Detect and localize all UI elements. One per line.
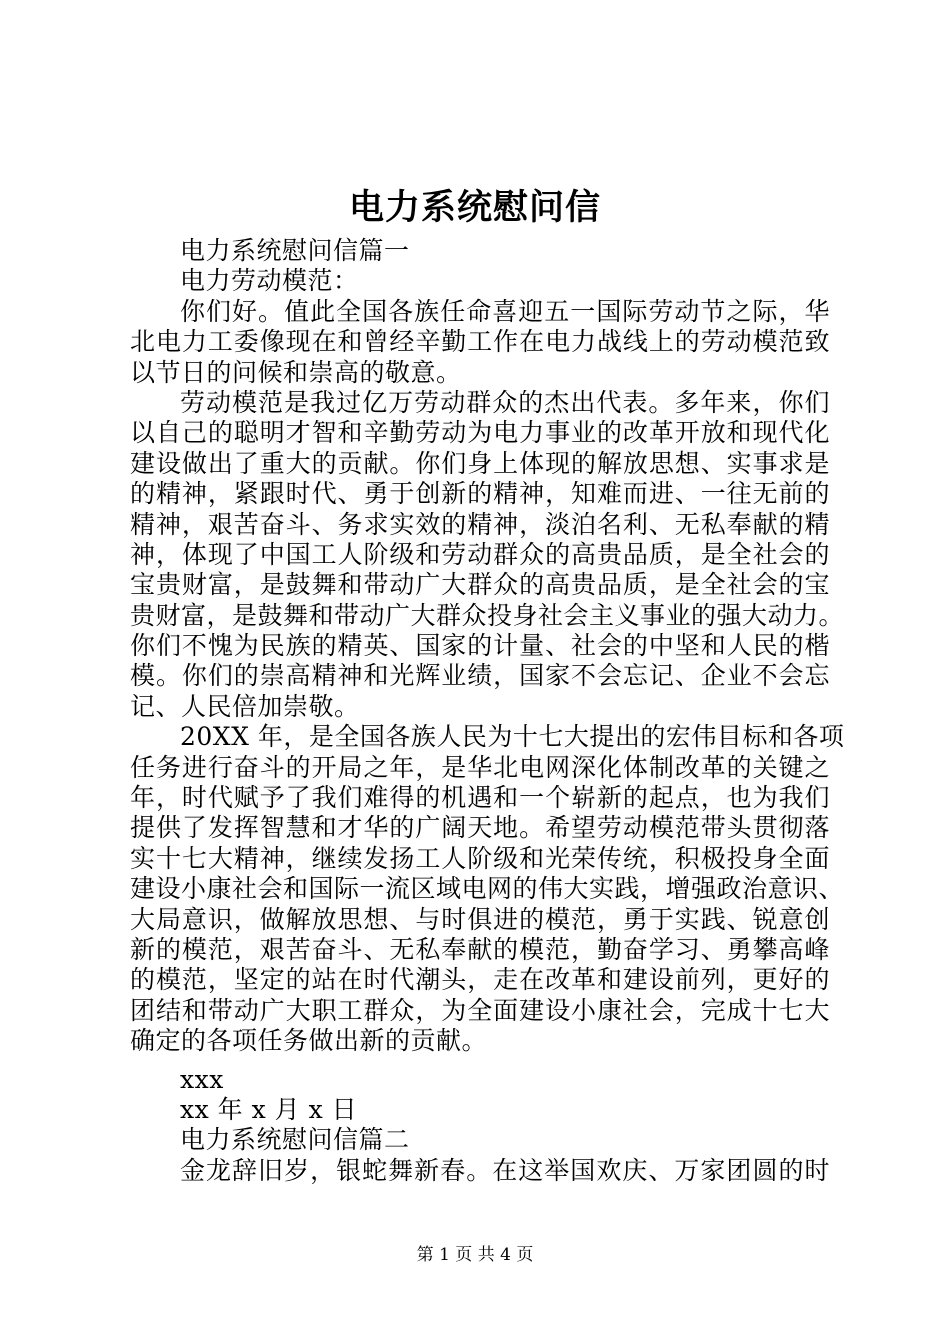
paragraph-line: 精神，艰苦奋斗、务求实效的精神，淡泊名利、无私奉献的精: [130, 509, 830, 539]
paragraph-line: 以自己的聪明才智和辛勤劳动为电力事业的改革开放和现代化: [130, 418, 830, 448]
paragraph-line: 你们不愧为民族的精英、国家的计量、社会的中坚和人民的楷: [130, 631, 830, 661]
paragraph-line: 大局意识，做解放思想、与时俱进的模范，勇于实践、锐意创: [130, 904, 830, 934]
page-footer: 第 1 页 共 4 页: [416, 1245, 534, 1265]
paragraph-line: 贵财富，是鼓舞和带动广大群众投身社会主义事业的强大动力。: [130, 600, 845, 630]
signature: xxx: [180, 1064, 224, 1094]
paragraph-line: 的精神，紧跟时代、勇于创新的精神，知难而进、一往无前的: [130, 479, 830, 509]
paragraph-line: 团结和带动广大职工群众，为全面建设小康社会，完成十七大: [130, 995, 830, 1025]
signature-date: xx 年 x 月 x 日: [180, 1094, 358, 1124]
paragraph-line: 劳动模范是我过亿万劳动群众的杰出代表。多年来，你们: [180, 387, 830, 417]
section-heading: 电力系统慰问信篇一: [180, 236, 410, 265]
paragraph-line: 建设小康社会和国际一流区域电网的伟大实践，增强政治意识、: [130, 874, 845, 904]
paragraph-line: 记、人民倍加崇敬。: [130, 691, 360, 721]
document-body: [130, 236, 845, 1186]
paragraph-line: 确定的各项任务做出新的贡献。: [130, 1026, 488, 1056]
paragraph-line: 你们好。值此全国各族任命喜迎五一国际劳动节之际，华: [180, 296, 830, 326]
paragraph-line: 宝贵财富，是鼓舞和带动广大群众的高贵品质，是全社会的宝: [130, 570, 830, 600]
paragraph-line: 任务进行奋斗的开局之年，是华北电网深化体制改革的关键之: [130, 752, 830, 782]
paragraph-line: 新的模范，艰苦奋斗、无私奉献的模范，勤奋学习、勇攀高峰: [130, 934, 830, 964]
section-heading: 电力系统慰问信篇二: [180, 1125, 410, 1155]
paragraph-line: 金龙辞旧岁，银蛇舞新春。在这举国欢庆、万家团圆的时: [180, 1155, 830, 1185]
paragraph-line: 的模范，坚定的站在时代潮头，走在改革和建设前列，更好的: [130, 965, 830, 995]
spacer: [130, 1057, 830, 1065]
salutation: 电力劳动模范：: [180, 266, 359, 296]
paragraph-line: 20XX 年，是全国各族人民为十七大提出的宏伟目标和各项: [180, 722, 845, 752]
paragraph-line: 年，时代赋予了我们难得的机遇和一个崭新的起点，也为我们: [130, 783, 830, 813]
paragraph-line: 建设做出了重大的贡献。你们身上体现的解放思想、实事求是: [130, 448, 830, 478]
paragraph-line: 实十七大精神，继续发扬工人阶级和光荣传统，积极投身全面: [130, 843, 830, 873]
paragraph-line: 提供了发挥智慧和才华的广阔天地。希望劳动模范带头贯彻落: [130, 813, 830, 843]
paragraph-line: 北电力工委像现在和曾经辛勤工作在电力战线上的劳动模范致: [130, 327, 830, 357]
paragraph-line: 模。你们的崇高精神和光辉业绩，国家不会忘记、企业不会忘: [130, 661, 830, 691]
paragraph-line: 神，体现了中国工人阶级和劳动群众的高贵品质，是全社会的: [130, 539, 830, 569]
paragraph-line: 以节日的问候和崇高的敬意。: [130, 357, 462, 387]
document-title: 电力系统慰问信: [348, 187, 601, 228]
